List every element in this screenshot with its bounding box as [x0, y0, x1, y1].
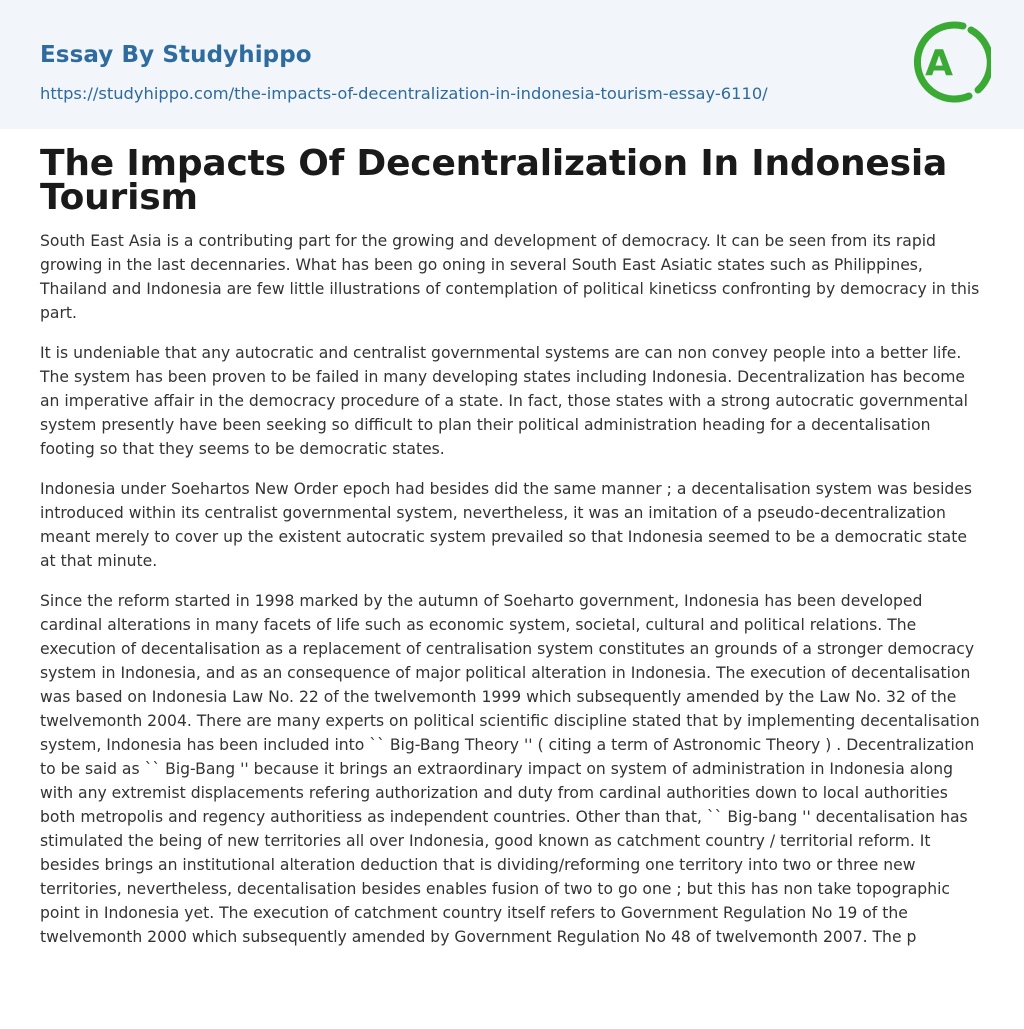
site-header: [0, 0, 1024, 129]
article-url-link[interactable]: https://studyhippo.com/the-impacts-of-decentralization-in-indonesia-tourism-essay-6110/: [40, 84, 768, 103]
article-paragraph: Indonesia under Soehartos New Order epoch had besides did the same manner ; a decentalisation system was besides introduced within its centralist governmental system, nevertheless, it was an imitation of a pseudo-decentralization meant merely to cover up the existent autocratic system prevailed so that Indonesia seemed to be a democratic state at that minute.: [40, 480, 973, 570]
logo-letter: A: [925, 43, 953, 84]
article-paragraph: Since the reform started in 1998 marked by the autumn of Soeharto government, Indonesia has been developed cardinal alterations in many facets of life such as economic system, societal, cultural and political relations. The execution of decentalisation as a replacement of centralisation system constitutes an grounds of a stronger democracy system in Indonesia, and as an consequence of major political alteration in Indonesia. The execution of decentalisation was based on Indonesia Law No. 22 of the twelvemonth 1999 which subsequently amended by the Law No. 32 of the twelvemonth 2004. There are many experts on political scientific discipline stated that by implementing decentalisation system, Indonesia has been included into `` Big-Bang Theory '' ( citing a term of Astronomic Theory ) . Decentralization to be said as `` Big-Bang '' because it brings an extraordinary impact on system of administration in Indonesia along with any extremist displacements refering authorization and duty from cardinal authorities down to local authorities both metropolis and regency authoritiess as independent countries. Other than that, `` Big-bang '' decentalisation has stimulated the being of new territories all over Indonesia, good known as catchment country / territorial reform. It besides brings an institutional alteration deduction that is dividing/reforming one territory into two or three new territories, nevertheless, decentalisation besides enables fusion of two to go one ; but this has non take topographic point in Indonesia yet. The execution of catchment country itself refers to Government Regulation No 19 of the twelvemonth 2000 which subsequently amended by Government Regulation No 48 of twelvemonth 2007. The p: [40, 592, 980, 946]
article-paragraph: South East Asia is a contributing part for the growing and development of democracy. It can be seen from its rapid growing in the last decennaries. What has been go oning in several South East Asiatic states such as Philippines, Thailand and Indonesia are few little illustrations of contemplation of political kineticss confronting by democracy in this part.: [40, 232, 980, 322]
article-paragraph: It is undeniable that any autocratic and centralist governmental systems are can non convey people into a better life. The system has been proven to be failed in many developing states including Indonesia. Decentralization has become an imperative affair in the democracy procedure of a state. In fact, those states with a strong autocratic governmental system presently have been seeking so difficult to plan their political administration heading for a decentalisation footing so that they seems to be democratic states.: [40, 344, 968, 458]
site-brand[interactable]: Essay By Studyhippo: [40, 42, 312, 68]
article-content: [0, 129, 1024, 949]
studyhippo-logo-icon[interactable]: [907, 18, 991, 106]
article-title: The Impacts Of Decentralization In Indonesia Tourism: [40, 143, 948, 218]
